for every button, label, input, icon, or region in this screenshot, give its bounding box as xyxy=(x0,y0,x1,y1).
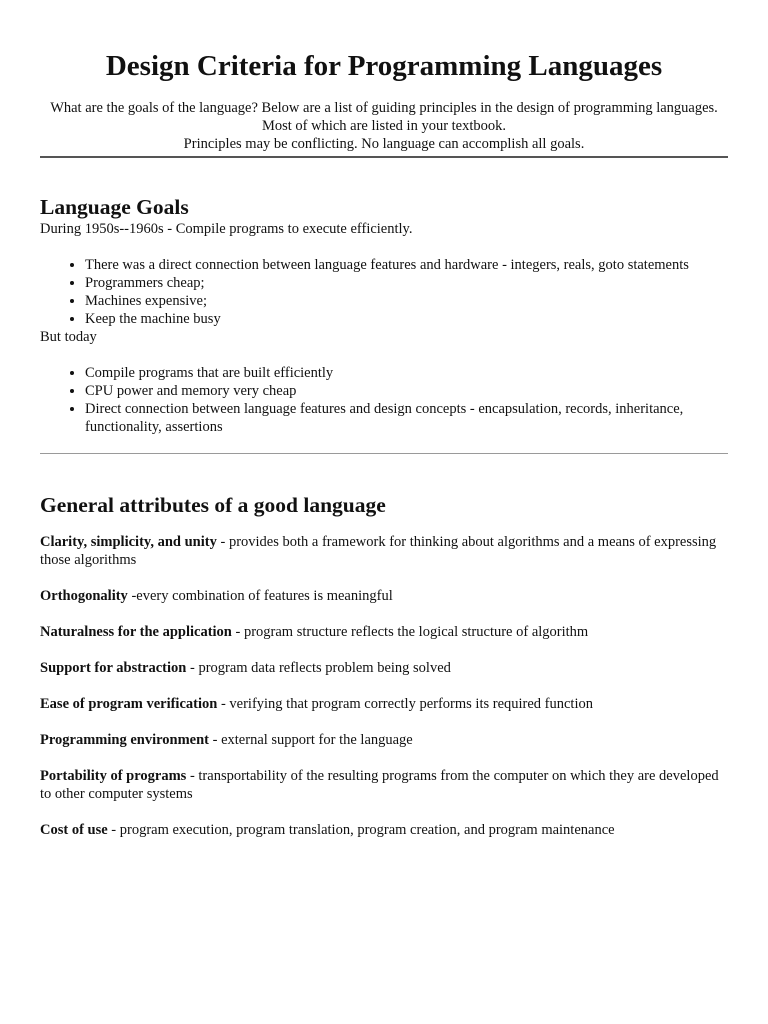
attribute-term: Programming environment xyxy=(40,732,210,748)
attribute-item xyxy=(40,821,728,839)
intro-line-2: Principles may be conflicting. No language can accomplish all goals. xyxy=(183,136,585,152)
attribute-description: - program data reflects problem being solved xyxy=(186,660,451,676)
attribute-description: - program structure reflects the logical structure of algorithm xyxy=(231,624,589,640)
attribute-description: - provides both a framework for thinking about algorithms and a means of expressing those algorithms xyxy=(40,534,717,568)
section-divider xyxy=(40,453,728,454)
list-item: • Compile programs that are built efficiently xyxy=(85,364,728,382)
list-item: • Machines expensive; xyxy=(85,292,728,310)
list-item: • Keep the machine busy xyxy=(85,310,728,328)
list-item: • Direct connection between language features and design concepts - encapsulation, records, inheritance, functionality, assertions xyxy=(85,400,728,436)
intro-line-1: What are the goals of the language? Below are a list of guiding principles in the design of programming languages. Most of which are listed in your textbook. xyxy=(50,100,718,134)
attribute-item xyxy=(40,659,728,677)
attribute-term: Support for abstraction xyxy=(40,660,187,676)
general-attributes-section xyxy=(40,492,728,839)
title-divider xyxy=(40,156,728,158)
list-item: • CPU power and memory very cheap xyxy=(85,382,728,400)
attribute-description: - transportability of the resulting programs from the computer on which they are developed to other computer systems xyxy=(40,768,719,802)
attribute-term: Cost of use xyxy=(40,822,108,838)
attribute-term: Orthogonality xyxy=(40,588,128,604)
attribute-description: -every combination of features is meaningful xyxy=(127,588,393,604)
attribute-item xyxy=(40,731,728,749)
attribute-item xyxy=(40,695,728,713)
section-heading-general-attributes: General attributes of a good language xyxy=(40,493,386,517)
language-goals-section xyxy=(40,194,728,436)
intro-block xyxy=(40,99,728,153)
page-title: Design Criteria for Programming Languages xyxy=(105,50,663,82)
attribute-term: Naturalness for the application xyxy=(40,624,232,640)
attribute-term: Portability of programs xyxy=(40,768,187,784)
section-heading-language-goals: Language Goals xyxy=(40,195,189,219)
list-item: • Programmers cheap; xyxy=(85,274,728,292)
today-paragraph: But today xyxy=(40,329,97,345)
during-paragraph: During 1950s--1960s - Compile programs to execute efficiently. xyxy=(40,221,413,237)
attribute-item xyxy=(40,623,728,641)
attribute-item xyxy=(40,767,728,803)
attribute-description: - program execution, program translation, program creation, and program maintenance xyxy=(107,822,615,838)
attribute-description: - verifying that program correctly performs its required function xyxy=(217,696,593,712)
attribute-term: Ease of program verification xyxy=(40,696,218,712)
attribute-description: - external support for the language xyxy=(209,732,413,748)
attribute-item xyxy=(40,587,728,605)
list-item: • There was a direct connection between language features and hardware - integers, reals, goto statements xyxy=(85,256,728,274)
during-list xyxy=(40,256,728,328)
attribute-term: Clarity, simplicity, and unity xyxy=(40,534,217,550)
attribute-item xyxy=(40,533,728,569)
today-list xyxy=(40,364,728,436)
